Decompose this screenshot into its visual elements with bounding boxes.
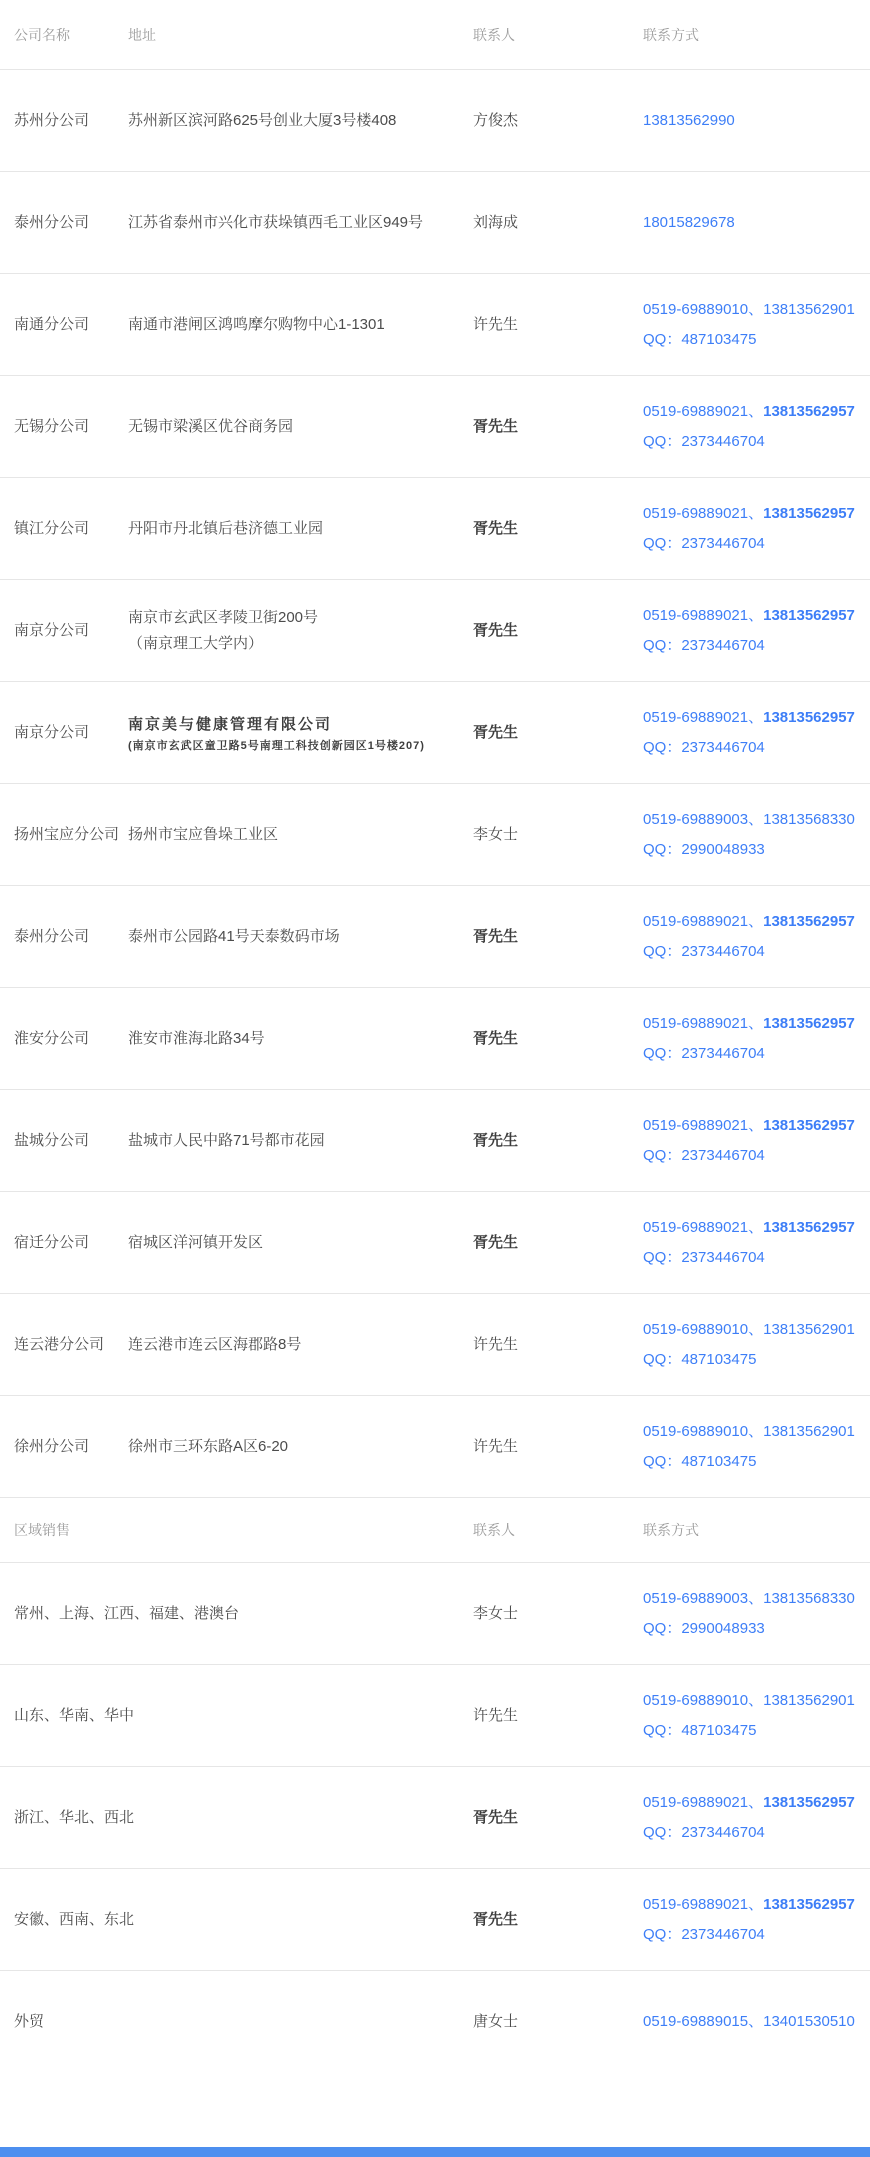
- address-cell: [128, 1434, 473, 1460]
- phone-link[interactable]: 0519-69889021、: [643, 1014, 764, 1032]
- branch-table-row: [0, 988, 870, 1090]
- contact-method-cell: [643, 601, 870, 661]
- qq-number[interactable]: QQ：2373446704: [643, 1248, 765, 1266]
- contact-person-cell: 胥先生: [473, 1233, 519, 1251]
- header-company-name: 公司名称: [14, 26, 70, 43]
- branch-table-row: [0, 376, 870, 478]
- contact-method-cell: [643, 703, 870, 763]
- contact-person-cell: 李女士: [473, 1604, 519, 1622]
- phone-link-bold[interactable]: 13813562957: [763, 606, 855, 624]
- contact-method-cell: [643, 805, 870, 865]
- phone-link[interactable]: 0519-69889021、: [643, 1895, 764, 1913]
- company-name-cell: 宿迁分公司: [14, 1233, 90, 1251]
- address-cell: [128, 1026, 473, 1052]
- phone-link[interactable]: 0519-69889015、13401530510: [643, 2013, 855, 2030]
- contact-method-cell: [643, 1111, 870, 1171]
- region-table-row: [0, 1971, 870, 2073]
- contact-method-cell: [643, 907, 870, 967]
- branch-table-row: [0, 682, 870, 784]
- qq-number[interactable]: QQ：2990048933: [643, 840, 765, 858]
- region-cell: 山东、华南、华中: [14, 1706, 135, 1724]
- contact-person-cell: 胥先生: [473, 1131, 519, 1149]
- contact-person-cell: 刘海成: [473, 213, 519, 231]
- contact-person-cell: 胥先生: [473, 1910, 519, 1928]
- contact-method-cell: [643, 1584, 870, 1644]
- contact-person-cell: 胥先生: [473, 1029, 519, 1047]
- region-cell: 安徽、西南、东北: [14, 1910, 135, 1928]
- qq-number[interactable]: QQ：2373446704: [643, 432, 765, 450]
- phone-link[interactable]: 0519-69889010、13813562901: [643, 300, 855, 318]
- phone-link-bold[interactable]: 13813562957: [763, 402, 855, 420]
- address-cell: [128, 822, 473, 848]
- branch-table-row: [0, 1294, 870, 1396]
- address-line: 丹阳市丹北镇后巷济德工业园: [128, 519, 324, 537]
- contact-person-cell: 胥先生: [473, 621, 519, 639]
- qq-number[interactable]: QQ：2373446704: [643, 1044, 765, 1062]
- region-cell: 外贸: [14, 2013, 45, 2030]
- phone-line: [643, 208, 870, 238]
- qq-number[interactable]: QQ：2373446704: [643, 942, 765, 960]
- phone-link-bold[interactable]: 13813562957: [763, 1793, 855, 1811]
- address-line: 无锡市梁溪区优谷商务园: [128, 417, 294, 435]
- phone-line: [643, 2007, 870, 2037]
- contact-person-cell: 胥先生: [473, 519, 519, 537]
- contact-method-cell: [643, 1788, 870, 1848]
- phone-link[interactable]: 0519-69889021、: [643, 606, 764, 624]
- address-cell: [128, 210, 473, 236]
- company-name-cell: 苏州分公司: [14, 111, 90, 129]
- phone-link-bold[interactable]: 13813562957: [763, 504, 855, 522]
- header-contact-person-2: 联系人: [473, 1522, 515, 1538]
- contact-method-cell: [643, 499, 870, 559]
- contact-method-cell: [643, 1213, 870, 1273]
- contact-person-cell: 许先生: [473, 1437, 519, 1455]
- company-name-cell: 盐城分公司: [14, 1131, 90, 1149]
- branch-table-row: [0, 172, 870, 274]
- address-line: 南京美与健康管理有限公司: [128, 715, 333, 733]
- contact-method-cell: [643, 1890, 870, 1950]
- phone-link-bold[interactable]: 13813562957: [763, 1895, 855, 1913]
- company-name-cell: 泰州分公司: [14, 213, 90, 231]
- company-name-cell: 连云港分公司: [14, 1335, 105, 1353]
- address-cell: [128, 712, 473, 754]
- branch-table-row: [0, 1090, 870, 1192]
- qq-number[interactable]: QQ：487103475: [643, 1452, 757, 1470]
- branch-rows-container: [0, 70, 870, 1498]
- address-line: 苏州新区滨河路625号创业大厦3号楼408: [128, 111, 397, 129]
- header-contact-method: 联系方式: [643, 26, 699, 43]
- contact-person-cell: 李女士: [473, 825, 519, 843]
- region-table-row: [0, 1869, 870, 1971]
- phone-link[interactable]: 0519-69889021、: [643, 708, 764, 726]
- phone-line: [643, 1890, 870, 1920]
- phone-link[interactable]: 0519-69889010、13813562901: [643, 1691, 855, 1709]
- phone-link[interactable]: 13813562990: [643, 111, 735, 129]
- phone-link-bold[interactable]: 13813562957: [763, 912, 855, 930]
- phone-line: [643, 499, 870, 529]
- branch-table-row: [0, 1192, 870, 1294]
- phone-line: [643, 1009, 870, 1039]
- header-contact-person: 联系人: [473, 26, 515, 43]
- address-line: 连云港市连云区海郡路8号: [128, 1335, 302, 1353]
- company-name-cell: 南京分公司: [14, 621, 90, 639]
- branch-table-header-row: [0, 0, 870, 70]
- phone-line: [643, 1584, 870, 1614]
- phone-line: [643, 295, 870, 325]
- phone-link[interactable]: 0519-69889021、: [643, 1218, 764, 1236]
- address-cell: [128, 1230, 473, 1256]
- phone-line: [643, 397, 870, 427]
- address-cell: [128, 414, 473, 440]
- contact-method-cell: [643, 2007, 870, 2037]
- phone-line: [643, 907, 870, 937]
- address-line: 徐州市三环东路A区6-20: [128, 1437, 289, 1455]
- address-line: 泰州市公园路41号天泰数码市场: [128, 927, 340, 945]
- contact-person-cell: 许先生: [473, 1335, 519, 1353]
- phone-link[interactable]: 0519-69889021、: [643, 504, 764, 522]
- branch-table-row: [0, 784, 870, 886]
- phone-line: [643, 1213, 870, 1243]
- phone-link[interactable]: 0519-69889010、13813562901: [643, 1422, 855, 1440]
- phone-line: [643, 1788, 870, 1818]
- branch-table-row: [0, 70, 870, 172]
- address-cell: [128, 605, 473, 657]
- contact-person-cell: 胥先生: [473, 927, 519, 945]
- phone-link[interactable]: 0519-69889021、: [643, 1793, 764, 1811]
- phone-link-bold[interactable]: 13813562957: [763, 708, 855, 726]
- bottom-scrollbar[interactable]: [0, 2147, 870, 2157]
- address-line: 宿城区洋河镇开发区: [128, 1233, 264, 1251]
- contact-method-cell: [643, 1009, 870, 1069]
- company-name-cell: 镇江分公司: [14, 519, 90, 537]
- branch-table-row: [0, 1396, 870, 1498]
- address-note: (南京市玄武区童卫路5号南理工科技创新园区1号楼207): [128, 739, 425, 752]
- address-line: 南京市玄武区孝陵卫街200号: [128, 608, 319, 626]
- address-line: 江苏省泰州市兴化市获垛镇西毛工业区949号: [128, 213, 424, 231]
- qq-number[interactable]: QQ：2373446704: [643, 738, 765, 756]
- qq-number[interactable]: QQ：487103475: [643, 1350, 757, 1368]
- phone-line: [643, 106, 870, 136]
- contact-method-cell: [643, 295, 870, 355]
- phone-link-bold[interactable]: 13813562957: [763, 1218, 855, 1236]
- contact-person-cell: 许先生: [473, 1706, 519, 1724]
- header-contact-method-2: 联系方式: [643, 1522, 699, 1538]
- branch-table-row: [0, 886, 870, 988]
- branch-table-row: [0, 274, 870, 376]
- phone-link[interactable]: 0519-69889003、13813568330: [643, 810, 855, 828]
- company-name-cell: 淮安分公司: [14, 1029, 90, 1047]
- address-line-2: （南京理工大学内）: [128, 634, 264, 652]
- phone-link[interactable]: 0519-69889021、: [643, 402, 764, 420]
- region-rows-container: [0, 1563, 870, 2073]
- address-line: 南通市港闸区鸿鸣摩尔购物中心1-1301: [128, 315, 385, 333]
- address-cell: [128, 1332, 473, 1358]
- contact-person-cell: 胥先生: [473, 1808, 519, 1826]
- company-name-cell: 徐州分公司: [14, 1437, 90, 1455]
- address-cell: [128, 1128, 473, 1154]
- qq-number[interactable]: QQ：487103475: [643, 1721, 757, 1739]
- contact-method-cell: [643, 208, 870, 238]
- qq-number[interactable]: QQ：2373446704: [643, 1146, 765, 1164]
- phone-link[interactable]: 0519-69889021、: [643, 912, 764, 930]
- header-address: 地址: [128, 26, 156, 43]
- region-table-row: [0, 1563, 870, 1665]
- address-line: 扬州市宝应鲁垛工业区: [128, 825, 279, 843]
- phone-link[interactable]: 0519-69889021、: [643, 1116, 764, 1134]
- branch-table-row: [0, 478, 870, 580]
- phone-line: [643, 703, 870, 733]
- contact-method-cell: [643, 397, 870, 457]
- qq-number[interactable]: QQ：2373446704: [643, 636, 765, 654]
- region-cell: 常州、上海、江西、福建、港澳台: [14, 1604, 240, 1622]
- phone-link-bold[interactable]: 13813562957: [763, 1116, 855, 1134]
- phone-link[interactable]: 18015829678: [643, 213, 735, 231]
- contact-person-cell: 唐女士: [473, 2013, 519, 2030]
- phone-line: [643, 1417, 870, 1447]
- contact-method-cell: [643, 1417, 870, 1477]
- qq-number[interactable]: QQ：487103475: [643, 330, 757, 348]
- address-cell: [128, 516, 473, 542]
- phone-line: [643, 1315, 870, 1345]
- phone-line: [643, 805, 870, 835]
- region-sales-header-row: [0, 1498, 870, 1563]
- contact-method-cell: [643, 106, 870, 136]
- region-cell: 浙江、华北、西北: [14, 1808, 135, 1826]
- company-name-cell: 扬州宝应分公司: [14, 825, 120, 843]
- qq-number[interactable]: QQ：2373446704: [643, 1925, 765, 1943]
- region-table-row: [0, 1767, 870, 1869]
- company-name-cell: 南通分公司: [14, 315, 90, 333]
- contact-method-cell: [643, 1686, 870, 1746]
- contact-person-cell: 胥先生: [473, 417, 519, 435]
- contact-method-cell: [643, 1315, 870, 1375]
- qq-number[interactable]: QQ：2373446704: [643, 1823, 765, 1841]
- branch-table-row: [0, 580, 870, 682]
- company-name-cell: 泰州分公司: [14, 927, 90, 945]
- company-name-cell: 南京分公司: [14, 723, 90, 741]
- phone-line: [643, 1111, 870, 1141]
- qq-number[interactable]: QQ：2990048933: [643, 1619, 765, 1637]
- address-line: 盐城市人民中路71号都市花园: [128, 1131, 325, 1149]
- phone-link[interactable]: 0519-69889003、13813568330: [643, 1589, 855, 1607]
- address-cell: [128, 924, 473, 950]
- company-name-cell: 无锡分公司: [14, 417, 90, 435]
- contact-person-cell: 方俊杰: [473, 111, 519, 129]
- address-cell: [128, 108, 473, 134]
- phone-line: [643, 1686, 870, 1716]
- phone-line: [643, 601, 870, 631]
- region-table-row: [0, 1665, 870, 1767]
- header-region-sales: 区域销售: [14, 1522, 70, 1538]
- qq-number[interactable]: QQ：2373446704: [643, 534, 765, 552]
- contact-person-cell: 许先生: [473, 315, 519, 333]
- phone-link[interactable]: 0519-69889010、13813562901: [643, 1320, 855, 1338]
- contact-person-cell: 胥先生: [473, 723, 519, 741]
- address-line: 淮安市淮海北路34号: [128, 1029, 265, 1047]
- address-cell: [128, 312, 473, 338]
- phone-link-bold[interactable]: 13813562957: [763, 1014, 855, 1032]
